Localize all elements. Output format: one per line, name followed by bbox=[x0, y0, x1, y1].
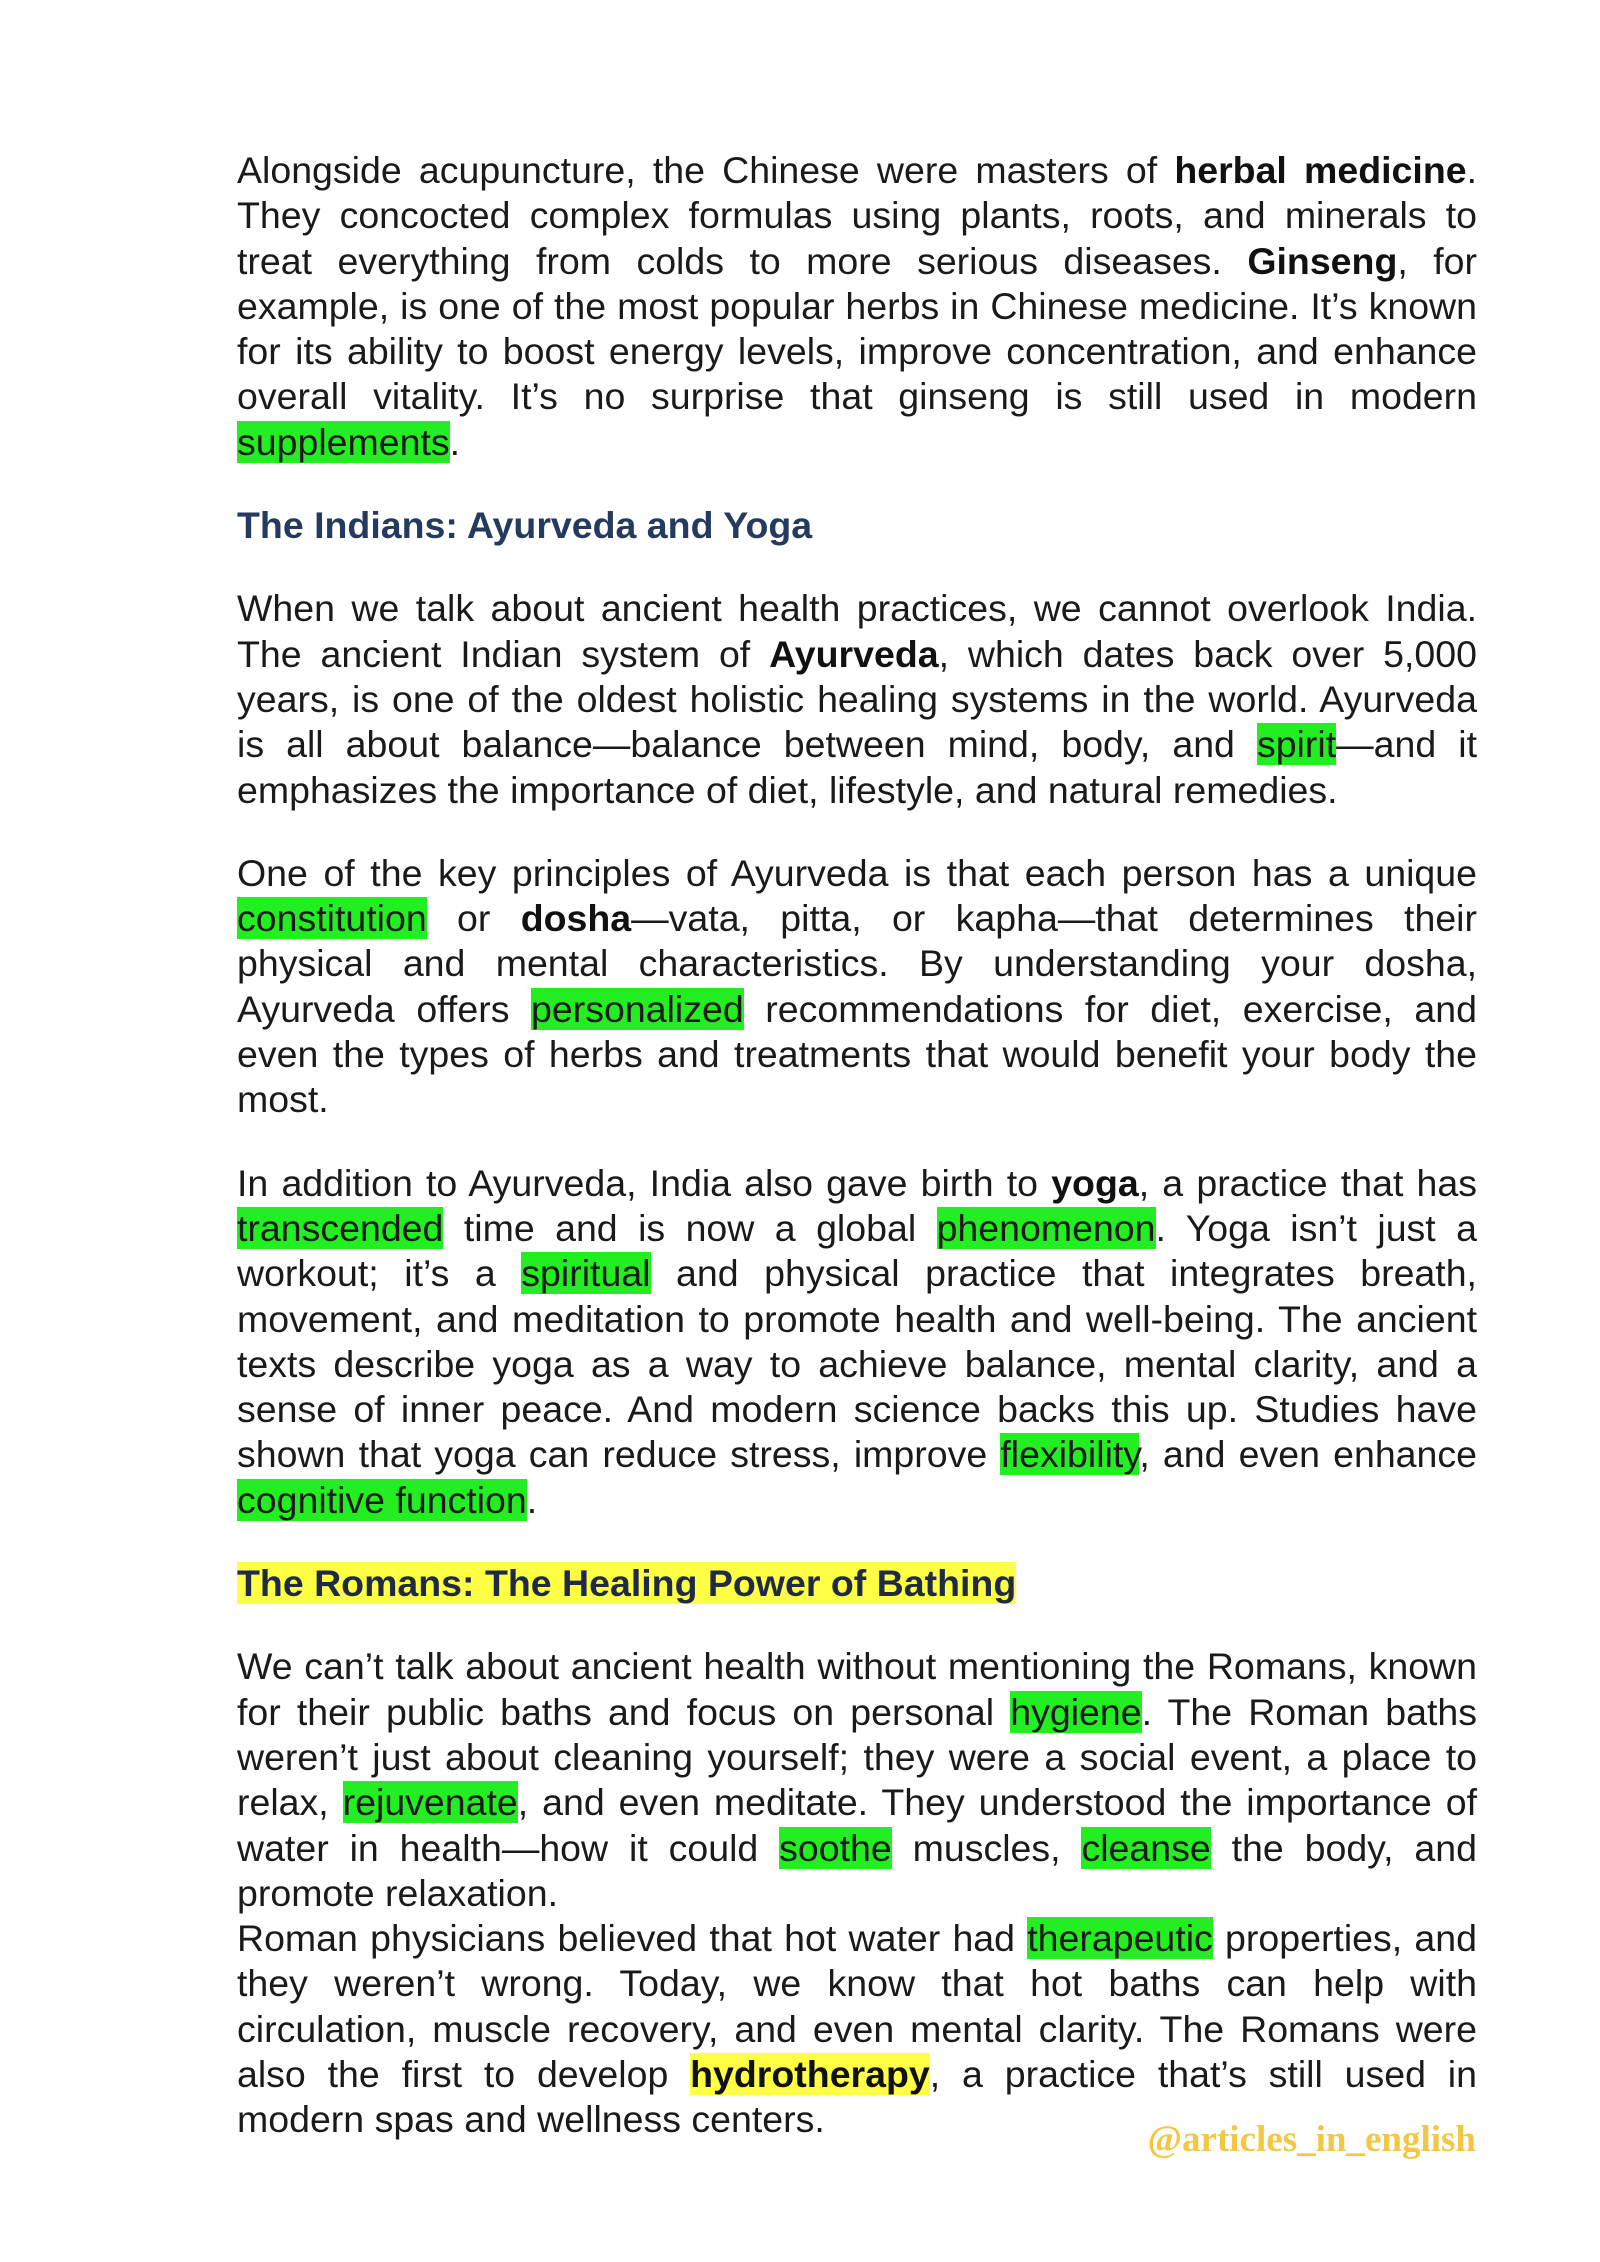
text-segment: . bbox=[526, 1478, 538, 1521]
paragraph-yoga bbox=[237, 1161, 1477, 1523]
text-segment: , for example, is one of the most popular herbs in Chinese medicine. It’s known for its ability to boost energy levels, improve concentration, and enhance overall vitality. It’s no surprise that ginseng is still used in modern bbox=[237, 239, 1478, 418]
highlighted-vocab-word: soothe bbox=[779, 1826, 892, 1869]
author-handle: @articles_in_english bbox=[1147, 2119, 1476, 2160]
text-segment: , which dates back over 5,000 years, is one of the oldest holistic healing systems in the world. Ayurveda is all about balance—balance between mind, body, and bbox=[237, 632, 1477, 766]
highlighted-vocab-word: spiritual bbox=[521, 1252, 651, 1295]
article-page bbox=[237, 148, 1477, 2181]
highlighted-vocab-word: spirit bbox=[1256, 723, 1337, 766]
highlighted-vocab-word: rejuvenate bbox=[342, 1781, 518, 1824]
text-segment: , and even meditate. They understood the importance of water in health—how it could bbox=[237, 1781, 1477, 1869]
highlighted-heading-text: The Romans: The Healing Power of Bathing bbox=[237, 1562, 1017, 1605]
text-segment: , and even enhance bbox=[1139, 1433, 1478, 1476]
text-segment: One of the key principles of Ayurveda is that each person has a unique bbox=[237, 851, 1477, 894]
text-segment: . bbox=[449, 420, 461, 463]
paragraph-ayurveda-intro bbox=[237, 586, 1477, 812]
bold-term: Ayurveda bbox=[769, 632, 939, 675]
text-segment: Alongside acupuncture, the Chinese were masters of bbox=[237, 149, 1175, 191]
text-segment: time and is now a global bbox=[443, 1206, 937, 1249]
text-segment: . The Roman baths weren’t just about cleaning yourself; they were a social event, a place to relax, bbox=[237, 1690, 1477, 1824]
text-segment: When we talk about ancient health practices, we cannot overlook India. The ancient Indian system of bbox=[237, 587, 1477, 675]
highlighted-vocab-word: phenomenon bbox=[936, 1206, 1156, 1249]
text-segment: The Indians: Ayurveda and Yoga bbox=[237, 504, 813, 547]
text-segment: , a practice that’s still used in modern spas and wellness centers. bbox=[237, 2052, 1477, 2141]
bold-term: herbal medicine bbox=[1174, 149, 1467, 191]
highlighted-vocab-word: cleanse bbox=[1081, 1826, 1211, 1869]
highlighted-vocab-word: therapeutic bbox=[1027, 1917, 1213, 1960]
text-segment: . They concocted complex formulas using plants, roots, and minerals to treat everything from colds to more serious diseases. bbox=[237, 149, 1477, 282]
highlighted-vocab-word: constitution bbox=[237, 897, 427, 940]
heading-indians-ayurveda-yoga bbox=[237, 503, 1477, 548]
text-segment: In addition to Ayurveda, India also gave birth to bbox=[237, 1161, 1052, 1204]
highlighted-vocab-word: cognitive function bbox=[237, 1478, 527, 1521]
text-segment: or bbox=[426, 897, 521, 940]
paragraph-hydrotherapy bbox=[237, 1916, 1477, 2142]
bold-term: Ginseng bbox=[1247, 239, 1398, 282]
bold-term: dosha bbox=[520, 897, 632, 940]
text-segment: muscles, bbox=[891, 1826, 1082, 1869]
paragraph-roman-baths bbox=[237, 1644, 1477, 1916]
text-segment: properties, and they weren’t wrong. Today, we know that hot baths can help with circulation, muscle recovery, and even mental clarity. The Romans were also the first to develop bbox=[237, 1917, 1478, 2095]
bold-term: yoga bbox=[1051, 1161, 1139, 1204]
text-segment: We can’t talk about ancient health without mentioning the Romans, known for their public baths and focus on personal bbox=[237, 1645, 1477, 1733]
heading-romans-bathing bbox=[237, 1561, 1477, 1606]
text-segment: , a practice that has bbox=[1138, 1161, 1477, 1204]
text-segment: —vata, pitta, or kapha—that determines their physical and mental characteristics. By understanding your dosha, Ayurveda offers bbox=[237, 897, 1477, 1030]
highlighted-vocab-word: supplements bbox=[237, 420, 450, 463]
text-segment: . Yoga isn’t just a workout; it’s a bbox=[237, 1206, 1477, 1295]
highlighted-vocab-word: personalized bbox=[531, 987, 744, 1030]
paragraph-dosha bbox=[237, 851, 1477, 1123]
highlighted-vocab-word: transcended bbox=[237, 1206, 444, 1249]
highlighted-vocab-word: hygiene bbox=[1010, 1690, 1142, 1733]
highlighted-vocab-word: flexibility bbox=[1000, 1433, 1140, 1476]
text-segment: recommendations for diet, exercise, and even the types of herbs and treatments that would benefit your body the most. bbox=[237, 987, 1477, 1121]
text-segment: the body, and promote relaxation. bbox=[237, 1826, 1478, 1914]
text-segment: —and it emphasizes the importance of diet, lifestyle, and natural remedies. bbox=[237, 723, 1477, 811]
paragraph-herbal-medicine bbox=[237, 148, 1477, 465]
text-segment: and physical practice that integrates breath, movement, and meditation to promote health and well-being. The ancient texts describe yoga as a way to achieve balance, mental clarity, and a sense of inner peace. And modern science backs this up. Studies have shown that yoga can reduce stress, improve bbox=[237, 1252, 1477, 1476]
text-segment: Roman physicians believed that hot water had bbox=[237, 1917, 1028, 1960]
highlighted-bold-term: hydrotherapy bbox=[690, 2052, 930, 2095]
